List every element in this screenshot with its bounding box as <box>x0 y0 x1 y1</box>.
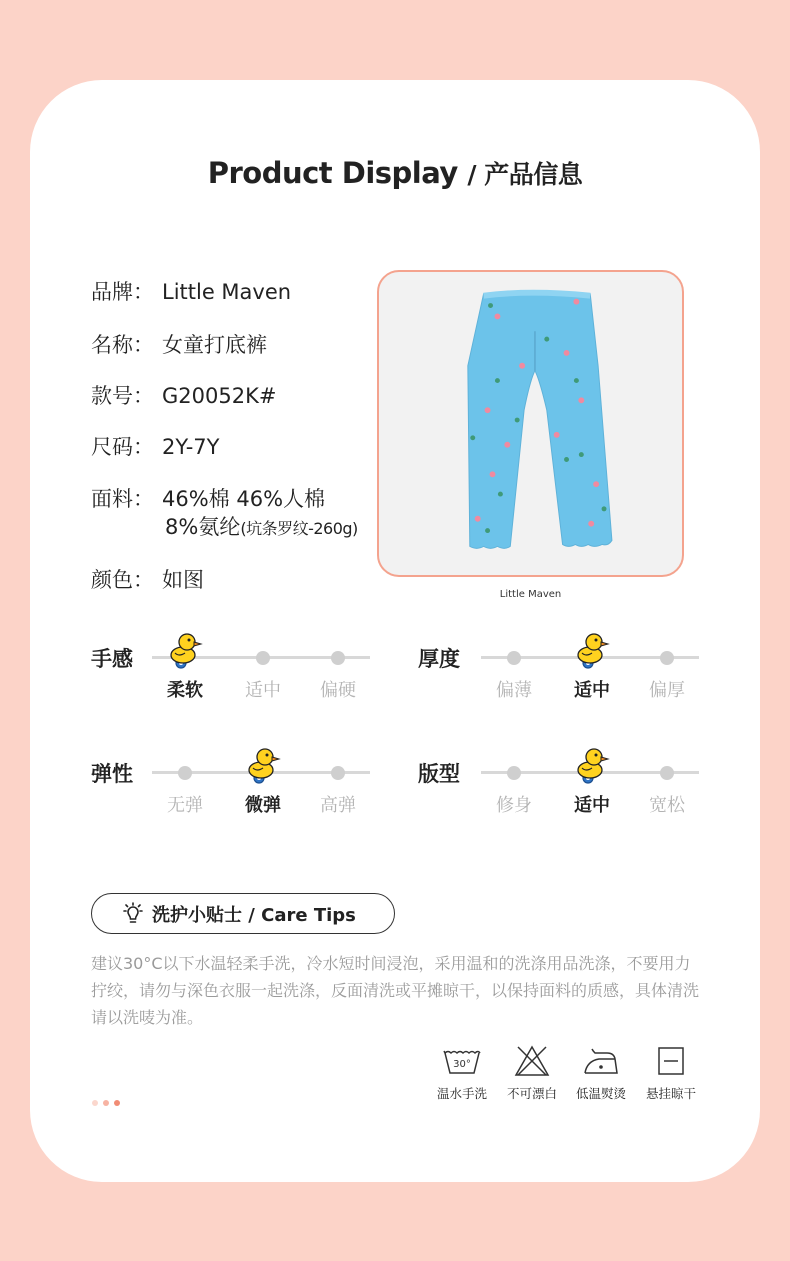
scale-option: 适中 <box>574 795 610 816</box>
spec-fabric-line2 <box>165 511 358 541</box>
spec-name <box>91 329 267 359</box>
spec-note: (坑条罗纹-260g) <box>240 519 358 538</box>
wash-label: 温水手洗 <box>436 1086 487 1101</box>
scale-option: 适中 <box>574 680 610 701</box>
duck-marker-icon <box>574 746 610 784</box>
scale-option: 宽松 <box>649 795 685 816</box>
wash-item <box>566 1045 636 1102</box>
duck-marker-icon <box>167 631 203 669</box>
scale-dot <box>507 766 521 780</box>
spec-style-number <box>91 380 276 410</box>
wash-item <box>427 1045 497 1102</box>
care-tips-header <box>91 893 395 934</box>
scale-option: 高弹 <box>320 795 356 816</box>
care-tips-title: 洗护小贴士 / Care Tips <box>152 904 356 926</box>
scale-dot <box>507 651 521 665</box>
page-indicator <box>92 1091 125 1110</box>
spec-brand <box>91 276 291 306</box>
spec-value: 如图 <box>162 568 204 592</box>
wash-label: 低温熨烫 <box>575 1086 626 1101</box>
scale-option: 修身 <box>496 795 532 816</box>
scale-option: 偏薄 <box>496 680 532 701</box>
scale-dot <box>331 766 345 780</box>
product-photo <box>377 270 684 577</box>
spec-value: G20052K# <box>162 384 277 408</box>
wash-item <box>636 1045 706 1102</box>
hang-dry-icon <box>651 1045 691 1077</box>
spec-label: 尺码： <box>91 435 154 459</box>
spec-color <box>91 564 204 594</box>
spec-label: 面料： <box>91 487 154 511</box>
leggings-image <box>379 272 682 575</box>
wash-label: 悬挂晾干 <box>645 1086 696 1101</box>
low-iron-icon <box>581 1045 621 1077</box>
care-instructions: 建议30°C以下水温轻柔手洗，冷水短时间浸泡，采用温和的洗涤用品洗涤，不要用力拧绞，请勿与深色衣服一起洗涤，反面清洗或平摊晾干，以保持面料的质感，具体清洗请以洗唛为准。 <box>91 954 700 1027</box>
scale-option: 偏硬 <box>320 680 356 701</box>
scale-dot <box>331 651 345 665</box>
scale-dot <box>660 651 674 665</box>
pager-dot <box>92 1100 98 1106</box>
title-cn: / 产品信息 <box>467 160 583 189</box>
scale-dot <box>178 766 192 780</box>
scale-dot <box>256 651 270 665</box>
wash-temp: 30° <box>453 1059 471 1070</box>
title-en: Product Display <box>207 156 458 190</box>
spec-value: 46%棉 46%人棉 <box>162 487 326 511</box>
spec-size <box>91 431 219 461</box>
spec-value: 女童打底裤 <box>162 333 267 357</box>
hand-wash-30-icon <box>442 1045 482 1077</box>
scale-label: 弹性 <box>91 762 133 786</box>
scale-option: 无弹 <box>167 795 203 816</box>
scale-option: 偏厚 <box>649 680 685 701</box>
spec-value: 2Y-7Y <box>162 435 220 459</box>
wash-label: 不可漂白 <box>506 1086 557 1101</box>
spec-value: Little Maven <box>162 280 292 304</box>
scale-dot <box>660 766 674 780</box>
duck-marker-icon <box>574 631 610 669</box>
pager-dot <box>103 1100 109 1106</box>
duck-marker-icon <box>245 746 281 784</box>
scale-label: 厚度 <box>418 647 460 671</box>
wash-item <box>497 1045 567 1102</box>
spec-label: 颜色： <box>91 568 154 592</box>
spec-label: 品牌： <box>91 280 154 304</box>
spec-label: 款号： <box>91 384 154 408</box>
scale-option: 适中 <box>245 680 281 701</box>
scale-label: 手感 <box>91 647 133 671</box>
no-bleach-icon <box>512 1045 552 1077</box>
spec-value: 8%氨纶 <box>165 515 241 539</box>
spec-label: 名称： <box>91 333 154 357</box>
page-title <box>0 155 790 191</box>
lightbulb-icon <box>120 901 146 927</box>
scale-option: 微弹 <box>245 795 281 816</box>
photo-caption: Little Maven <box>499 589 562 600</box>
scale-option: 柔软 <box>167 680 203 701</box>
spec-fabric <box>91 483 325 513</box>
scale-label: 版型 <box>418 762 460 786</box>
pager-dot <box>114 1100 120 1106</box>
